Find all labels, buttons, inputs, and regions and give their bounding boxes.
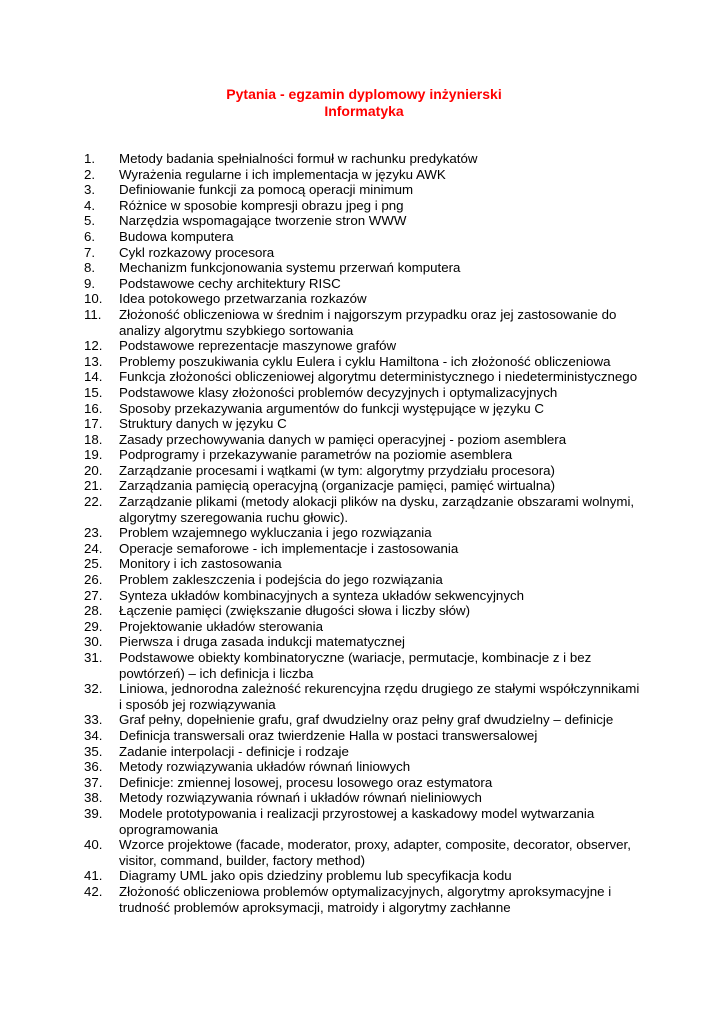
question-number: 37. — [84, 774, 103, 790]
question-text: Złożoność obliczeniowa problemów optymalizacyjnych, algorytmy aproksymacyjne i trudność problemów aproksymacji, matroidy i algorytmy zachłanne — [119, 883, 612, 915]
question-text: Podstawowe reprezentacje maszynowe grafów — [119, 338, 397, 354]
question-number: 18. — [84, 431, 103, 447]
question-text: Sposoby przekazywania argumentów do funkcji występujące w języku C — [119, 400, 544, 416]
question-item — [84, 868, 644, 884]
question-item — [84, 744, 644, 760]
question-number: 36. — [84, 759, 103, 775]
question-text: Diagramy UML jako opis dziedziny problemu lub specyfikacja kodu — [119, 868, 512, 884]
question-text: Podstawowe obiekty kombinatoryczne (wariacje, permutacje, kombinacje z i bez powtórzeń) – ich definicja i liczba — [119, 650, 592, 681]
question-number: 15. — [84, 384, 103, 400]
question-number: 2. — [84, 166, 96, 182]
question-item — [84, 572, 644, 588]
question-text: Modele prototypowania i realizacji przyrostowej a kaskadowy model wytwarzania oprogramowania — [119, 805, 595, 837]
question-item — [84, 556, 644, 572]
question-text: Zarządzania pamięcią operacyjną (organizacje pamięci, pamięć wirtualna) — [119, 478, 556, 494]
question-item — [84, 151, 644, 167]
question-item — [84, 837, 644, 868]
question-text: Funkcja złożoności obliczeniowej algorytmu deterministycznego i niedeterministycznego — [119, 369, 638, 385]
question-item — [84, 354, 644, 370]
question-number: 13. — [84, 353, 103, 369]
question-text: Złożoność obliczeniowa w średnim i najgorszym przypadku oraz jej zastosowanie do analizy algorytmu szybkiego sortowania — [119, 306, 617, 338]
question-number: 21. — [84, 478, 103, 494]
question-item — [84, 182, 644, 198]
question-number: 30. — [84, 634, 103, 650]
question-number: 3. — [84, 182, 96, 198]
question-item — [84, 619, 644, 635]
question-text: Zarządzanie procesami i wątkami (w tym: algorytmy przydziału procesora) — [119, 462, 555, 478]
question-item — [84, 167, 644, 183]
question-text: Liniowa, jednorodna zależność rekurencyjna rzędu drugiego ze stałymi współczynnikami i sposób jej rozwiązywania — [119, 681, 640, 712]
question-item — [84, 447, 644, 463]
question-text: Definicje: zmiennej losowej, procesu losowego oraz estymatora — [119, 774, 493, 790]
question-item — [84, 198, 644, 214]
question-item — [84, 478, 644, 494]
document-title — [0, 86, 724, 120]
question-text: Problem zakleszczenia i podejścia do jego rozwiązania — [119, 572, 443, 588]
question-item — [84, 541, 644, 557]
question-text: Zasady przechowywania danych w pamięci operacyjnej - poziom asemblera — [119, 431, 567, 447]
question-number: 26. — [84, 572, 103, 588]
question-number: 16. — [84, 400, 103, 416]
question-item — [84, 806, 644, 837]
question-item — [84, 245, 644, 261]
question-text: Łączenie pamięci (zwiększanie długości słowa i liczby słów) — [119, 603, 471, 619]
question-number: 24. — [84, 540, 103, 556]
question-number: 31. — [84, 650, 103, 665]
question-number: 38. — [84, 790, 103, 806]
question-number: 23. — [84, 525, 103, 541]
question-text: Podstawowe klasy złożoności problemów decyzyjnych i optymalizacyjnych — [119, 384, 558, 400]
question-list — [84, 151, 644, 915]
question-item — [84, 775, 644, 791]
question-number: 11. — [84, 306, 102, 322]
question-text: Metody rozwiązywania układów równań liniowych — [119, 759, 411, 775]
question-item — [84, 291, 644, 307]
question-item — [84, 385, 644, 401]
question-number: 41. — [84, 868, 103, 884]
question-item — [84, 307, 644, 338]
question-text: Pierwsza i druga zasada indukcji matematycznej — [119, 634, 406, 650]
question-number: 34. — [84, 727, 103, 743]
question-text: Struktury danych w języku C — [119, 416, 287, 432]
question-item — [84, 681, 644, 712]
question-number: 9. — [84, 275, 96, 291]
question-text: Definiowanie funkcji za pomocą operacji minimum — [119, 182, 414, 198]
question-text: Cykl rozkazowy procesora — [119, 244, 275, 260]
question-item — [84, 494, 644, 525]
question-text: Budowa komputera — [119, 228, 234, 244]
question-item — [84, 369, 644, 385]
question-number: 39. — [84, 805, 103, 821]
question-text: Podprogramy i przekazywanie parametrów na poziomie asemblera — [119, 447, 513, 463]
question-text: Projektowanie układów sterowania — [119, 618, 323, 634]
question-item — [84, 463, 644, 479]
question-number: 27. — [84, 587, 103, 603]
question-text: Narzędzia wspomagające tworzenie stron WWW — [119, 213, 407, 229]
question-item — [84, 634, 644, 650]
question-item — [84, 260, 644, 276]
question-number: 28. — [84, 603, 103, 619]
question-number: 12. — [84, 338, 103, 354]
question-item — [84, 712, 644, 728]
question-text: Wyrażenia regularne i ich implementacja w języku AWK — [119, 166, 446, 182]
title-line-2: Informatyka — [324, 103, 404, 119]
question-item — [84, 603, 644, 619]
question-number: 10. — [84, 291, 103, 307]
question-item — [84, 229, 644, 245]
question-number: 32. — [84, 681, 103, 697]
question-number: 35. — [84, 743, 103, 759]
question-item — [84, 401, 644, 417]
question-text: Metody rozwiązywania równań i układów równań nieliniowych — [119, 790, 482, 806]
question-text: Definicja transwersali oraz twierdzenie Halla w postaci transwersalowej — [119, 727, 538, 743]
question-item — [84, 416, 644, 432]
question-item — [84, 276, 644, 292]
question-item — [84, 650, 644, 681]
question-number: 40. — [84, 837, 103, 853]
question-number: 19. — [84, 447, 103, 463]
question-text: Wzorce projektowe (facade, moderator, proxy, adapter, composite, decorator, observer, visitor, command, builder, factory method) — [119, 837, 631, 868]
question-number: 8. — [84, 260, 96, 276]
question-number: 14. — [84, 369, 103, 385]
question-item — [84, 790, 644, 806]
question-text: Operacje semaforowe - ich implementacje i zastosowania — [119, 540, 459, 556]
question-item — [84, 338, 644, 354]
question-number: 5. — [84, 213, 96, 229]
question-text: Graf pełny, dopełnienie grafu, graf dwudzielny oraz pełny graf dwudzielny – definicje — [119, 712, 614, 728]
question-number: 22. — [84, 494, 103, 510]
question-text: Metody badania spełnialności formuł w rachunku predykatów — [119, 151, 478, 166]
question-number: 33. — [84, 712, 103, 728]
title-line-1: Pytania - egzamin dyplomowy inżynierski — [226, 86, 502, 102]
question-item — [84, 213, 644, 229]
question-item — [84, 728, 644, 744]
question-text: Różnice w sposobie kompresji obrazu jpeg i png — [119, 197, 404, 213]
question-item — [84, 884, 644, 915]
question-item — [84, 588, 644, 604]
question-number: 17. — [84, 416, 103, 432]
question-number: 6. — [84, 228, 96, 244]
question-number: 25. — [84, 556, 103, 572]
question-number: 42. — [84, 883, 103, 899]
question-text: Zadanie interpolacji - definicje i rodzaje — [119, 743, 349, 759]
question-item — [84, 759, 644, 775]
question-text: Zarządzanie plikami (metody alokacji plików na dysku, zarządzanie obszarami wolnymi, algorytmy szeregowania ruchu głowic). — [119, 494, 635, 525]
question-text: Idea potokowego przetwarzania rozkazów — [119, 291, 367, 307]
question-number: 7. — [84, 244, 96, 260]
question-number: 29. — [84, 618, 103, 634]
question-text: Problemy poszukiwania cyklu Eulera i cyklu Hamiltona - ich złożoność obliczeniowa — [119, 353, 611, 369]
question-item — [84, 432, 644, 448]
question-text: Problem wzajemnego wykluczania i jego rozwiązania — [119, 525, 432, 541]
question-number: 1. — [84, 151, 96, 166]
question-number: 4. — [84, 197, 96, 213]
question-text: Mechanizm funkcjonowania systemu przerwań komputera — [119, 260, 461, 276]
question-text: Synteza układów kombinacyjnych a synteza układów sekwencyjnych — [119, 587, 525, 603]
question-text: Podstawowe cechy architektury RISC — [119, 275, 341, 291]
question-number: 20. — [84, 462, 103, 478]
question-item — [84, 525, 644, 541]
question-text: Monitory i ich zastosowania — [119, 556, 282, 572]
